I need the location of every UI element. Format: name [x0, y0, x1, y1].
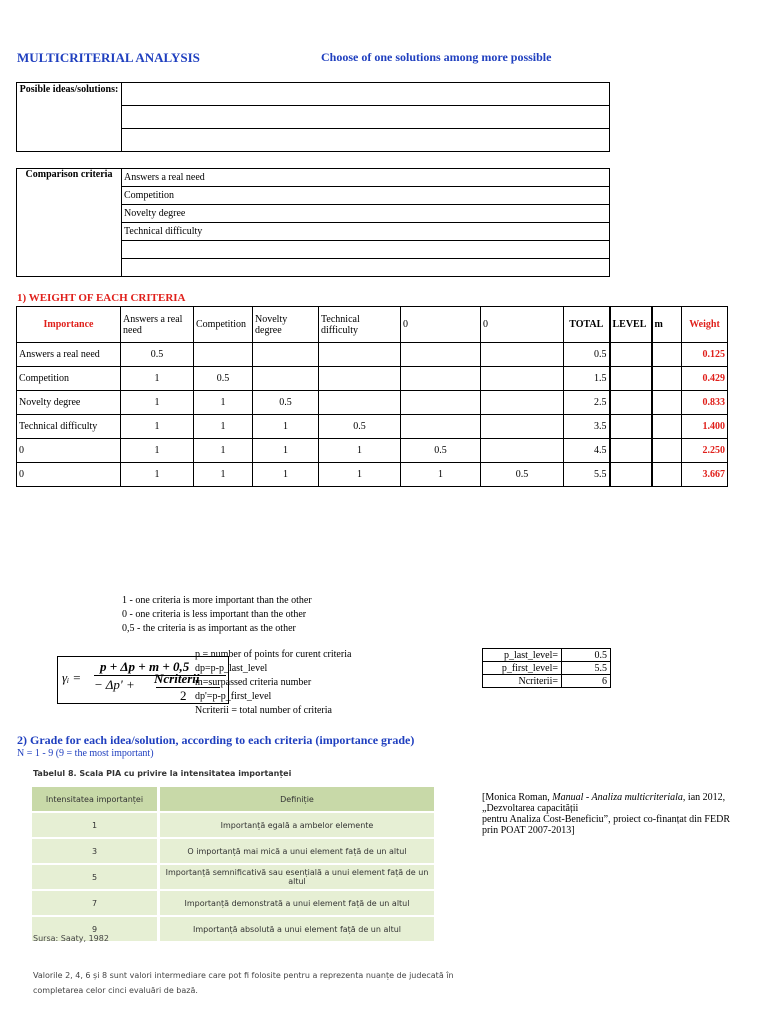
formula-def: m=surpassed criteria number	[195, 677, 312, 688]
weight-cell[interactable]: 1	[121, 463, 194, 487]
weight-cell[interactable]: 1	[253, 415, 319, 439]
weight-row-label[interactable]: Answers a real need	[17, 343, 121, 367]
param-value[interactable]: 6	[562, 675, 611, 688]
weight-cell[interactable]: 1	[253, 439, 319, 463]
formula-definitions	[195, 648, 351, 718]
pia-cell: Importanță absolută a unui element față de un altul	[159, 916, 435, 942]
criteria-item[interactable]: Competition	[122, 187, 610, 205]
pia-caption: Tabelul 8. Scala PIA cu privire la intensitatea importanței	[33, 769, 292, 778]
weight-m[interactable]	[652, 367, 682, 391]
param-value[interactable]: 0.5	[562, 649, 611, 662]
pia-cell: 1	[32, 812, 159, 838]
weight-cell[interactable]: 1	[121, 367, 194, 391]
weight-cell[interactable]: 0.5	[401, 439, 481, 463]
pia-header: Intensitatea importanței	[32, 787, 159, 812]
weight-header: Novelty degree	[253, 307, 319, 343]
reference-text: [Monica Roman,	[482, 792, 553, 803]
weight-row	[17, 415, 728, 439]
page-title: MULTICRITERIAL ANALYSIS	[17, 50, 200, 65]
weight-value[interactable]: 1.400	[682, 415, 728, 439]
weight-cell[interactable]: 0.5	[481, 463, 564, 487]
weight-value[interactable]: 2.250	[682, 439, 728, 463]
legend-line: 0,5 - the criteria is as important as the other	[122, 623, 296, 634]
reference-text: pentru Analiza Cost-Beneficiu”, proiect co-finanțat din FEDR prin POAT 2007-2013]	[482, 814, 730, 836]
weight-header-level: LEVEL	[610, 307, 652, 343]
param-value[interactable]: 5.5	[562, 662, 611, 675]
weight-cell[interactable]	[319, 391, 401, 415]
weight-header-total: TOTAL	[564, 307, 610, 343]
importance-legend	[122, 594, 312, 636]
weight-cell[interactable]	[481, 367, 564, 391]
weight-cell[interactable]: 1	[253, 463, 319, 487]
weight-header-weight: Weight	[682, 307, 728, 343]
weight-total[interactable]: 3.5	[564, 415, 610, 439]
idea-slot-1[interactable]	[122, 83, 610, 106]
weight-header: 0	[481, 307, 564, 343]
weight-header-m: m	[652, 307, 682, 343]
pia-note	[33, 968, 473, 998]
weight-cell[interactable]: 1	[319, 439, 401, 463]
weight-row	[17, 343, 728, 367]
weight-level[interactable]	[610, 367, 652, 391]
weight-total[interactable]: 4.5	[564, 439, 610, 463]
formula-def: dp=p-p_last_level	[195, 663, 268, 674]
formula-den-c: 2	[180, 688, 187, 703]
formula-def: Ncriterii = total number of criteria	[195, 705, 332, 716]
pia-cell: 3	[32, 838, 159, 864]
weight-value[interactable]: 0.429	[682, 367, 728, 391]
criteria-item[interactable]	[122, 241, 610, 259]
param-label: p_first_level=	[483, 662, 562, 675]
weight-cell[interactable]	[401, 415, 481, 439]
weight-cell[interactable]: 0.5	[194, 367, 253, 391]
formula-den-a: − Δp' +	[94, 677, 135, 692]
weight-value[interactable]: 0.125	[682, 343, 728, 367]
weight-row	[17, 391, 728, 415]
weight-cell[interactable]: 1	[319, 463, 401, 487]
pia-cell: Importanță egală a ambelor elemente	[159, 812, 435, 838]
pia-cell: 5	[32, 864, 159, 890]
pia-cell: Importanță demonstrată a unui element față de un altul	[159, 890, 435, 916]
weight-level[interactable]	[610, 343, 652, 367]
reference-title: Manual - Analiza multicriteriala	[552, 792, 683, 803]
weight-m[interactable]	[652, 391, 682, 415]
weight-header-importance: Importance	[17, 307, 121, 343]
page-subtitle: Choose of one solutions among more possible	[321, 50, 552, 64]
weight-total[interactable]: 1.5	[564, 367, 610, 391]
weight-row-label[interactable]: Technical difficulty	[17, 415, 121, 439]
legend-line: 0 - one criteria is less important than the other	[122, 609, 307, 620]
weight-level[interactable]	[610, 439, 652, 463]
idea-slot-3[interactable]	[122, 129, 610, 152]
weight-m[interactable]	[652, 343, 682, 367]
weight-header: Answers a real need	[121, 307, 194, 343]
ideas-table	[16, 82, 610, 152]
formula-def: dp'=p-p_first_level	[195, 691, 272, 702]
weight-row-label[interactable]: Novelty degree	[17, 391, 121, 415]
param-label: Ncriterii=	[483, 675, 562, 688]
weight-m[interactable]	[652, 463, 682, 487]
weight-cell[interactable]	[481, 343, 564, 367]
grade-section-subtitle: N = 1 - 9 (9 = the most important)	[17, 748, 154, 759]
criteria-table	[16, 168, 610, 277]
weight-row	[17, 463, 728, 487]
weight-row	[17, 439, 728, 463]
param-label: p_last_level=	[483, 649, 562, 662]
weight-cell[interactable]	[401, 391, 481, 415]
weight-row-label[interactable]: 0	[17, 463, 121, 487]
weight-cell[interactable]: 1	[194, 415, 253, 439]
pia-note-line: Valorile 2, 4, 6 și 8 sunt valori intermediare care pot fi folosite pentru a reprezenta nuanțe de judecată în	[33, 971, 454, 980]
grade-section-title: 2) Grade for each idea/solution, according to each criteria (importance grade)	[17, 733, 415, 747]
criteria-label: Comparison criteria	[17, 169, 122, 277]
pia-cell: 7	[32, 890, 159, 916]
weight-level[interactable]	[610, 463, 652, 487]
weight-m[interactable]	[652, 415, 682, 439]
weight-total[interactable]: 2.5	[564, 391, 610, 415]
criteria-item[interactable]	[122, 259, 610, 277]
weight-cell[interactable]	[319, 367, 401, 391]
criteria-item[interactable]: Answers a real need	[122, 169, 610, 187]
idea-slot-2[interactable]	[122, 106, 610, 129]
weight-cell[interactable]: 0.5	[121, 343, 194, 367]
pia-note-line: completarea celor cinci evaluări de bază.	[33, 986, 198, 995]
weight-level[interactable]	[610, 415, 652, 439]
weight-cell[interactable]: 1	[194, 463, 253, 487]
pia-cell: 9	[32, 916, 159, 942]
pia-scale-table	[32, 787, 434, 943]
criteria-item[interactable]: Technical difficulty	[122, 223, 610, 241]
weight-cell[interactable]: 1	[121, 439, 194, 463]
formula-numerator: p + Δp + m + 0,5	[100, 659, 190, 674]
formula-den-b: Ncriterii	[154, 671, 200, 686]
weight-cell[interactable]	[253, 367, 319, 391]
weight-cell[interactable]: 0.5	[253, 391, 319, 415]
legend-line: 1 - one criteria is more important than the other	[122, 595, 312, 606]
criteria-item[interactable]: Novelty degree	[122, 205, 610, 223]
weight-row	[17, 367, 728, 391]
weight-cell[interactable]: 1	[121, 391, 194, 415]
weight-cell[interactable]: 1	[194, 391, 253, 415]
reference-text: , ian 2012, „Dezvoltarea capacității	[482, 792, 726, 814]
weight-cell[interactable]	[401, 367, 481, 391]
ideas-label: Posible ideas/solutions:	[17, 83, 122, 152]
weight-header: 0	[401, 307, 481, 343]
weight-value[interactable]: 3.667	[682, 463, 728, 487]
weight-cell[interactable]	[253, 343, 319, 367]
weight-cell[interactable]: 1	[121, 415, 194, 439]
weight-value[interactable]: 0.833	[682, 391, 728, 415]
weight-total[interactable]: 5.5	[564, 463, 610, 487]
weight-cell[interactable]: 1	[194, 439, 253, 463]
weight-total[interactable]: 0.5	[564, 343, 610, 367]
pia-cell: O importanță mai mică a unui element față de un altul	[159, 838, 435, 864]
formula-def: p = number of points for curent criteria	[195, 649, 352, 660]
formula-lhs: γᵢ =	[62, 670, 82, 685]
weight-row-label[interactable]: Competition	[17, 367, 121, 391]
pia-cell: Importanță semnificativă sau esențială a unui element față de un altul	[159, 864, 435, 890]
params-table	[482, 648, 611, 688]
pia-source: Sursa: Saaty, 1982	[33, 934, 109, 943]
weight-cell[interactable]: 0.5	[319, 415, 401, 439]
weight-table	[16, 306, 728, 487]
weight-cell[interactable]	[194, 343, 253, 367]
weight-section-title: 1) WEIGHT OF EACH CRITERIA	[17, 292, 186, 304]
weight-header: Competition	[194, 307, 253, 343]
weight-cell[interactable]	[319, 343, 401, 367]
weight-cell[interactable]	[401, 343, 481, 367]
weight-header: Technical difficulty	[319, 307, 401, 343]
weight-cell[interactable]	[481, 415, 564, 439]
weight-row-label[interactable]: 0	[17, 439, 121, 463]
reference-citation	[482, 792, 734, 836]
weight-cell[interactable]	[481, 439, 564, 463]
pia-header: Definiție	[159, 787, 435, 812]
weight-level[interactable]	[610, 391, 652, 415]
weight-cell[interactable]	[481, 391, 564, 415]
weight-cell[interactable]: 1	[401, 463, 481, 487]
weight-m[interactable]	[652, 439, 682, 463]
